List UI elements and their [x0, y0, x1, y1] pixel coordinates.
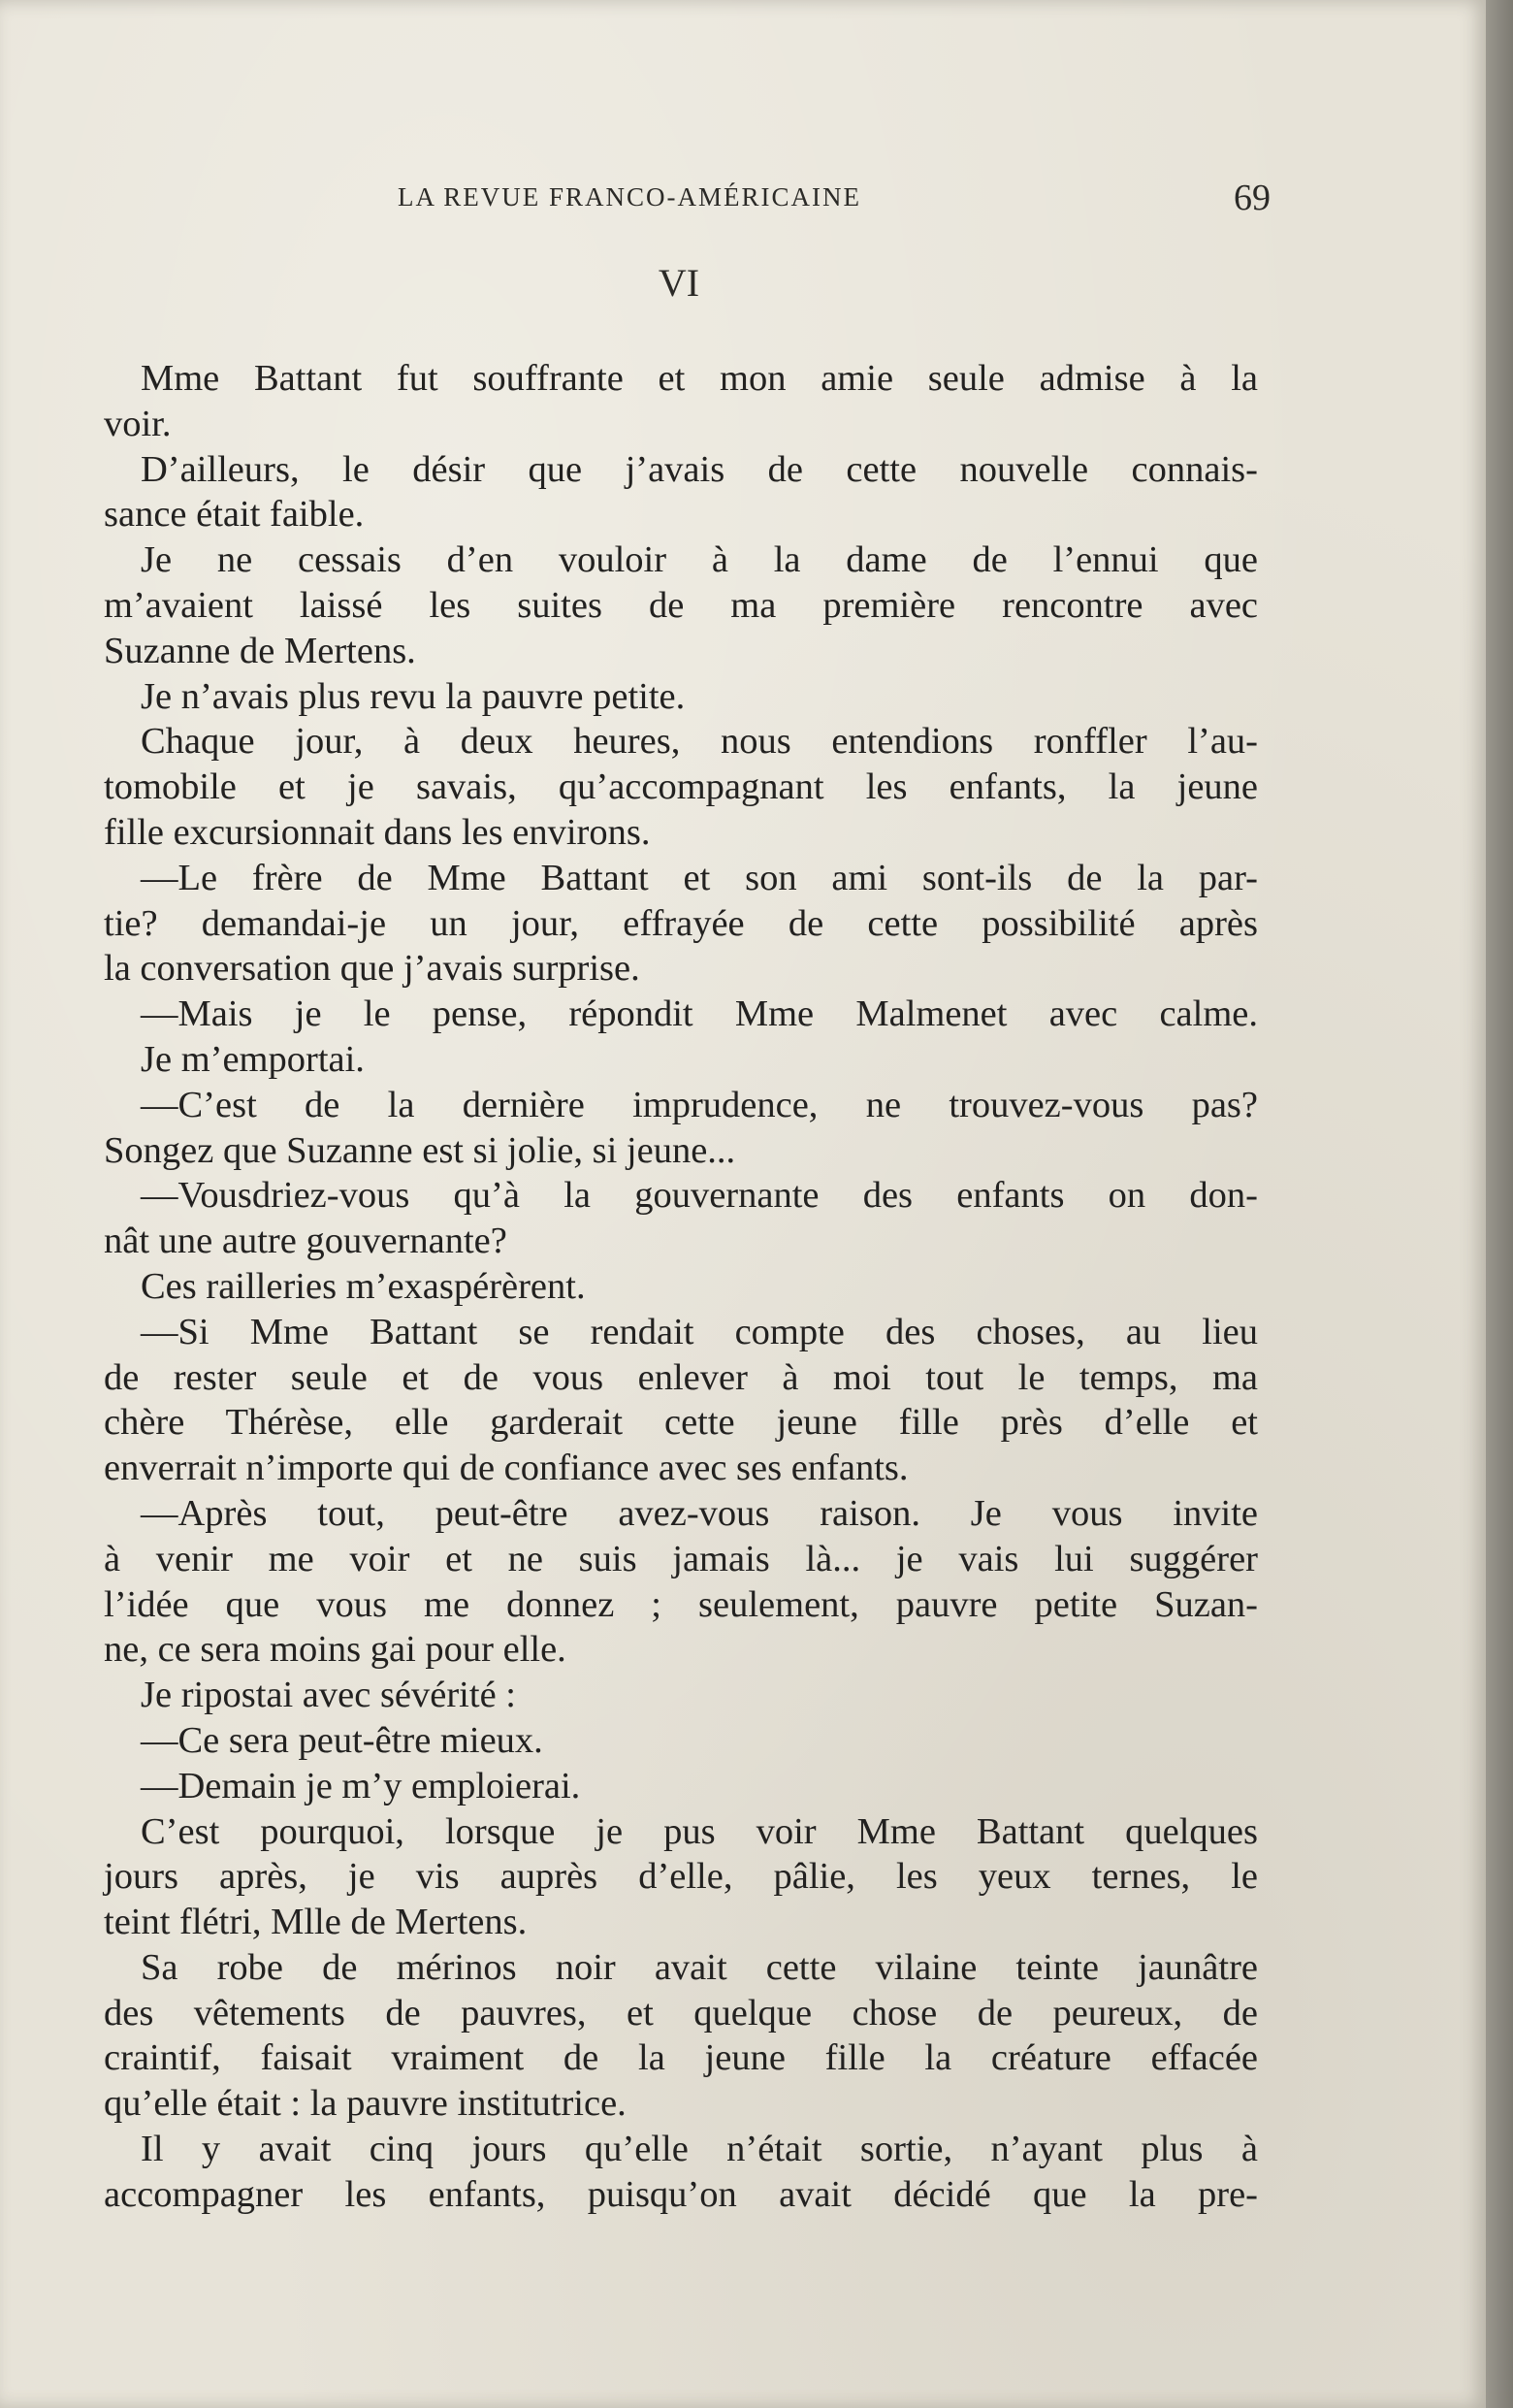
text-line: nât une autre gouvernante?	[104, 1220, 507, 1262]
text-line: enverrait n’importe qui de confiance avec ses enfants.	[104, 1448, 909, 1489]
text-line: Je n’avais plus revu la pauvre petite.	[141, 675, 686, 717]
text-line: tie? demandai-je un jour, effrayée de cette possibilité après	[104, 902, 1258, 944]
text-line: Je ne cessais d’en vouloir à la dame de l’ennui que	[141, 539, 1258, 581]
text-line: Il y avait cinq jours qu’elle n’était sortie, n’ayant plus à	[141, 2129, 1258, 2170]
text-line: accompagner les enfants, puisqu’on avait décidé que la pre-	[104, 2173, 1258, 2215]
text-line: D’ailleurs, le désir que j’avais de cette nouvelle connais-	[141, 448, 1258, 490]
text-line: —Le frère de Mme Battant et son ami sont-ils de la par-	[141, 857, 1258, 898]
text-line: fille excursionnait dans les environs.	[104, 811, 651, 853]
text-line: Je m’emportai.	[141, 1038, 365, 1080]
text-line: Mme Battant fut souffrante et mon amie seule admise à la	[141, 358, 1258, 399]
text-line: la conversation que j’avais surprise.	[104, 948, 640, 990]
text-line: Sa robe de mérinos noir avait cette vilaine teinte jaunâtre	[141, 1946, 1258, 1988]
chapter-number: VI	[658, 261, 700, 305]
text-line: sance était faible.	[104, 494, 365, 536]
text-line: Je ripostai avec sévérité :	[141, 1675, 516, 1716]
text-line: craintif, faisait vraiment de la jeune fille la créature effacée	[104, 2037, 1258, 2079]
text-line: jours après, je vis auprès d’elle, pâlie, les yeux ternes, le	[104, 1856, 1258, 1898]
text-line: Songez que Suzanne est si jolie, si jeune...	[104, 1129, 736, 1171]
text-line: ne, ce sera moins gai pour elle.	[104, 1629, 566, 1671]
chapter-heading	[0, 260, 1358, 306]
text-line: C’est pourquoi, lorsque je pus voir Mme Battant quelques	[141, 1810, 1258, 1852]
running-title: LA REVUE FRANCO-AMÉRICAINE	[398, 182, 862, 212]
text-line: chère Thérèse, elle garderait cette jeune fille près d’elle et	[104, 1402, 1258, 1444]
text-line: teint flétri, Mlle de Mertens.	[104, 1902, 528, 1943]
text-line: voir.	[104, 403, 172, 444]
text-line: de rester seule et de vous enlever à moi tout le temps, ma	[104, 1356, 1258, 1398]
text-line: m’avaient laissé les suites de ma première rencontre avec	[104, 584, 1258, 626]
text-line: Chaque jour, à deux heures, nous entendions ronffler l’au-	[141, 721, 1258, 763]
body-text	[104, 356, 1258, 2218]
text-line: —Ce sera peut-être mieux.	[141, 1719, 543, 1761]
text-line: à venir me voir et ne suis jamais là... je vais lui suggérer	[104, 1538, 1258, 1579]
text-line: qu’elle était : la pauvre institutrice.	[104, 2083, 627, 2125]
page-edge-shadow	[1486, 0, 1513, 2408]
text-line: —Vousdriez-vous qu’à la gouvernante des enfants on don-	[141, 1175, 1258, 1217]
text-line: —C’est de la dernière imprudence, ne trouvez-vous pas?	[141, 1084, 1258, 1125]
text-line: Ces railleries m’exaspérèrent.	[141, 1265, 586, 1307]
text-line: —Après tout, peut-être avez-vous raison. Je vous invite	[141, 1492, 1258, 1534]
page-number: 69	[1234, 178, 1271, 218]
text-line: —Si Mme Battant se rendait compte des choses, au lieu	[141, 1311, 1258, 1352]
text-line: Suzanne de Mertens.	[104, 630, 416, 671]
text-line: l’idée que vous me donnez ; seulement, pauvre petite Suzan-	[104, 1583, 1258, 1625]
text-line: —Mais je le pense, répondit Mme Malmenet avec calme.	[141, 993, 1258, 1035]
text-line: —Demain je m’y emploierai.	[141, 1765, 581, 1806]
running-header	[398, 177, 1271, 225]
text-line: tomobile et je savais, qu’accompagnant les enfants, la jeune	[104, 766, 1258, 808]
text-line: des vêtements de pauvres, et quelque chose de peureux, de	[104, 1992, 1258, 2034]
